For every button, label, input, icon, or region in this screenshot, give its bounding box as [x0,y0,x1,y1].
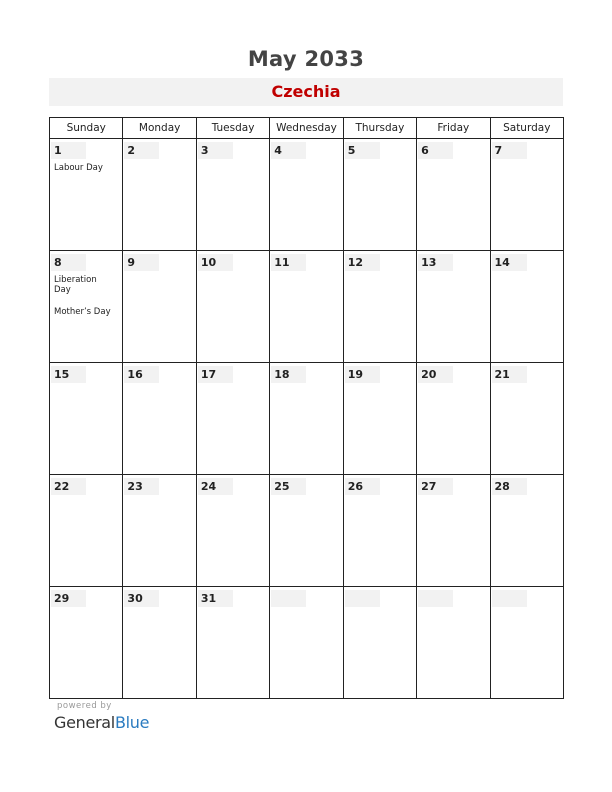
day-number: 27 [418,478,453,495]
weekday-tuesday: Tuesday [196,118,269,139]
day-number: 5 [345,142,380,159]
day-cell [417,587,490,699]
weekday-friday: Friday [417,118,490,139]
page-title: May 2033 [247,47,365,71]
day-cell [490,363,563,475]
day-number: 12 [345,254,380,271]
day-number: 21 [492,366,527,383]
day-cell [490,587,563,699]
day-cell [123,251,196,363]
holiday-label: Mother’s Day [54,307,111,317]
day-cell [343,363,416,475]
day-number: 2 [124,142,159,159]
holiday-label: Liberation Day [54,275,97,295]
day-cell [490,139,563,251]
day-cell [270,363,343,475]
day-number: 20 [418,366,453,383]
day-cell [196,139,269,251]
day-cell [123,363,196,475]
day-number: 23 [124,478,159,495]
day-cell [417,363,490,475]
week-row [50,587,564,699]
day-cell [196,251,269,363]
day-cell [50,587,123,699]
day-number: 31 [198,590,233,607]
day-cell [417,475,490,587]
day-number: 29 [51,590,86,607]
calendar-grid [49,117,564,699]
week-row [50,363,564,475]
day-number: 8 [51,254,86,271]
day-number: 7 [492,142,527,159]
day-cell [343,587,416,699]
generalblue-logo[interactable] [54,713,149,732]
day-cell [50,475,123,587]
day-number: 1 [51,142,86,159]
day-cell [417,139,490,251]
day-cell [270,139,343,251]
day-number: 25 [271,478,306,495]
country-name: Czechia [271,82,341,101]
day-cell [50,139,123,251]
day-cell [343,251,416,363]
day-cell [196,363,269,475]
day-cell [270,587,343,699]
week-row [50,475,564,587]
week-row [50,251,564,363]
day-number: 16 [124,366,159,383]
day-cell [50,251,123,363]
day-number: 9 [124,254,159,271]
day-cell [196,587,269,699]
day-cell [490,475,563,587]
day-cell [50,363,123,475]
day-cell [123,475,196,587]
weekday-thursday: Thursday [343,118,416,139]
holiday-label: Labour Day [54,163,103,173]
country-banner [49,78,563,106]
day-number [418,590,453,607]
day-number: 18 [271,366,306,383]
day-number: 11 [271,254,306,271]
day-number: 13 [418,254,453,271]
day-cell [417,251,490,363]
powered-by-label: powered by [57,701,112,711]
day-cell [196,475,269,587]
day-number: 14 [492,254,527,271]
day-number: 4 [271,142,306,159]
day-number: 26 [345,478,380,495]
day-cell [270,475,343,587]
day-cell [343,475,416,587]
week-row [50,139,564,251]
day-number: 6 [418,142,453,159]
weekday-monday: Monday [123,118,196,139]
day-number: 28 [492,478,527,495]
day-number: 10 [198,254,233,271]
brand-blue: Blue [114,713,150,732]
day-number [271,590,306,607]
weekday-wednesday: Wednesday [270,118,343,139]
day-cell [343,139,416,251]
day-number [345,590,380,607]
weekday-saturday: Saturday [490,118,563,139]
brand-general: General [54,713,115,732]
day-cell [270,251,343,363]
day-number: 22 [51,478,86,495]
day-number: 30 [124,590,159,607]
day-cell [123,139,196,251]
day-cell [490,251,563,363]
day-cell [123,587,196,699]
day-number: 24 [198,478,233,495]
day-number [492,590,527,607]
day-number: 3 [198,142,233,159]
day-number: 19 [345,366,380,383]
day-number: 15 [51,366,86,383]
day-number: 17 [198,366,233,383]
weekday-header-row [50,118,564,139]
weekday-sunday: Sunday [50,118,123,139]
